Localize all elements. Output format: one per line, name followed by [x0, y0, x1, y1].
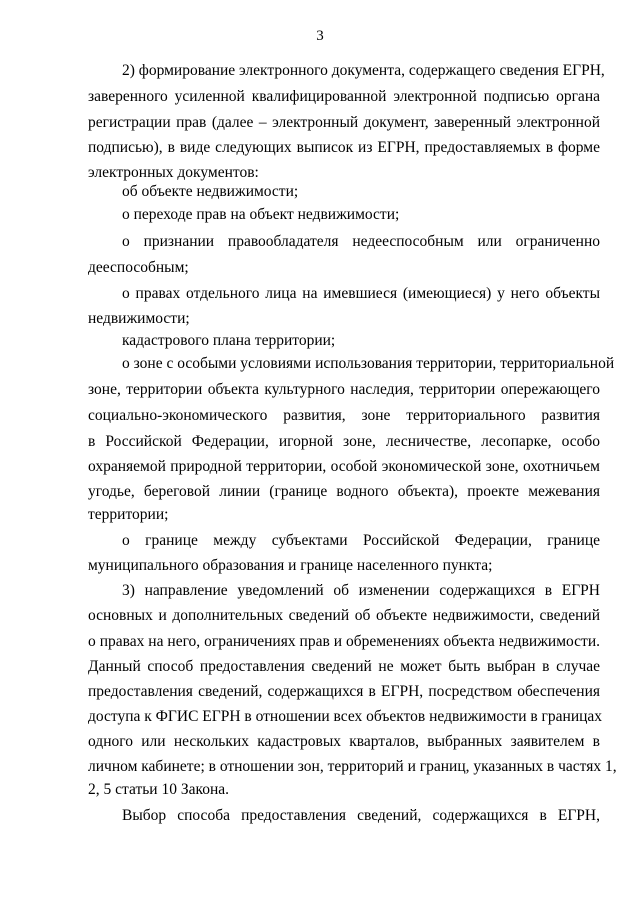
text-line: одного или нескольких кадастровых кварталов, выбранных заявителем в — [88, 733, 600, 750]
text-line: 2, 5 статьи 10 Закона. — [88, 781, 230, 798]
text-line: о границе между субъектами Российской Федерации, границе — [122, 532, 600, 549]
text-line: о правах на него, ограничениях прав и обременениях объекта недвижимости. — [88, 633, 600, 650]
text-line: предоставления сведений, содержащихся в ЕГРН, посредством обеспечения — [88, 683, 600, 700]
text-line: территории; — [88, 506, 169, 523]
text-line: о признании правообладателя недееспособным или ограниченно — [122, 233, 600, 250]
text-line: 2) формирование электронного документа, содержащего сведения ЕГРН, — [122, 62, 605, 79]
text-line: в Российской Федерации, игорной зоне, лесничестве, лесопарке, особо — [88, 433, 600, 450]
text-line: охраняемой природной территории, особой экономической зоне, охотничьем — [88, 458, 600, 475]
text-line: дееспособным; — [88, 259, 189, 276]
text-line: социально-экономического развития, зоне территориального развития — [88, 407, 600, 424]
text-line: о переходе прав на объект недвижимости; — [122, 206, 400, 223]
text-line: личном кабинете; в отношении зон, территорий и границ, указанных в частях 1, — [88, 758, 617, 775]
text-line: недвижимости; — [88, 310, 190, 327]
text-line: заверенного усиленной квалифицированной электронной подписью органа — [88, 88, 600, 105]
text-line: регистрации прав (далее – электронный документ, заверенный электронной — [88, 114, 600, 131]
text-line: 3) направление уведомлений об изменении содержащихся в ЕГРН — [122, 582, 600, 599]
text-line: угодье, береговой линии (границе водного объекта), проекте межевания — [88, 483, 600, 500]
text-line: об объекте недвижимости; — [122, 183, 299, 200]
text-line: о зоне с особыми условиями использования территории, территориальной — [122, 355, 615, 372]
text-line: кадастрового плана территории; — [122, 332, 336, 349]
text-line: подписью), в виде следующих выписок из ЕГРН, предоставляемых в форме — [88, 139, 600, 156]
text-line: основных и дополнительных сведений об объекте недвижимости, сведений — [88, 607, 600, 624]
text-line: зоне, территории объекта культурного наследия, территории опережающего — [88, 381, 600, 398]
text-line: Данный способ предоставления сведений не может быть выбран в случае — [88, 658, 600, 675]
text-line: муниципального образования и границе населенного пункта; — [88, 557, 493, 574]
text-line: электронных документов: — [88, 164, 259, 181]
text-line: доступа к ФГИС ЕГРН в отношении всех объектов недвижимости в границах — [88, 708, 603, 725]
text-line: Выбор способа предоставления сведений, содержащихся в ЕГРН, — [122, 807, 600, 824]
page-number: 3 — [316, 28, 324, 44]
text-line: о правах отдельного лица на имевшиеся (имеющиеся) у него объекты — [122, 285, 600, 302]
